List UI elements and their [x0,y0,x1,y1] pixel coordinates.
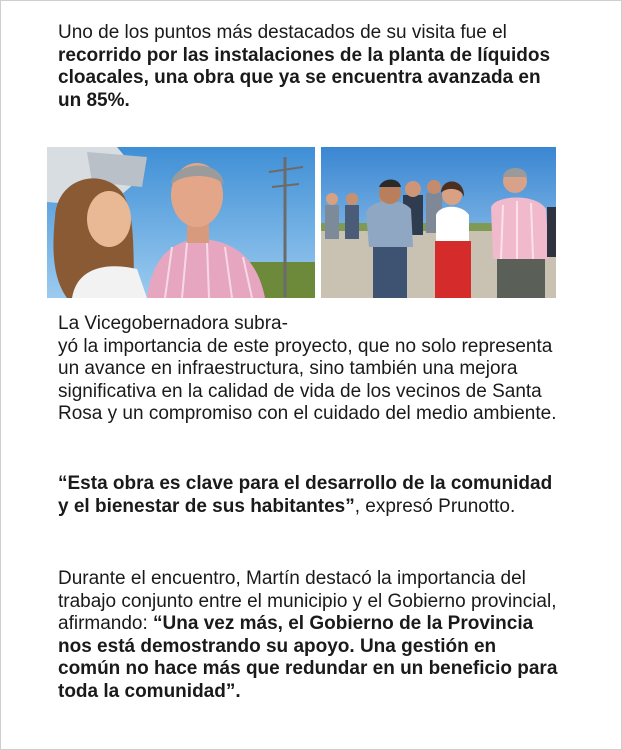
p4-quote-text: “Una vez más, el Gobierno de la Provincia nos está demostrando su apoyo. Una gestión en común no hace más que redundar en un beneficio para toda la comunidad”. [58,613,558,702]
p1-bold-text: recorrido por las instalaciones de la planta de líquidos cloacales, una obra que ya se encuentra avanzada en un 85%. [58,44,551,111]
p3-attribution-text: , expresó Prunotto. [354,495,516,517]
p1-plain-text: Uno de los puntos más destacados de su visita fue el [58,22,507,43]
photo-group-tour-image [321,147,556,298]
paragraph-quote-martin [58,568,563,703]
paragraph-vicegobernadora [58,313,563,426]
p2-line1-text: La Vicegobernadora subra- [58,313,288,334]
p3-quote-text: “Esta obra es clave para el desarrollo de la comunidad y el bienestar de sus habitantes” [58,473,553,517]
paragraph-quote-prunotto [58,473,563,518]
photo-officials-closeup [47,147,315,298]
p4-plain-text: Durante el encuentro, Martín destacó la importancia del trabajo conjunto entre el municipio y el Gobierno provincial, afirmando: [58,568,557,634]
paragraph-visit-highlight [58,22,563,112]
photo-officials-closeup-image [47,147,315,298]
p2-rest-text: yó la importancia de este proyecto, que no solo representa un avance en infraestructura, sino también una mejora significativa en la calidad de vida de los vecinos de Santa Rosa y un compromiso con el cuidado del medio ambiente. [58,335,557,424]
photo-group-tour [321,147,556,298]
